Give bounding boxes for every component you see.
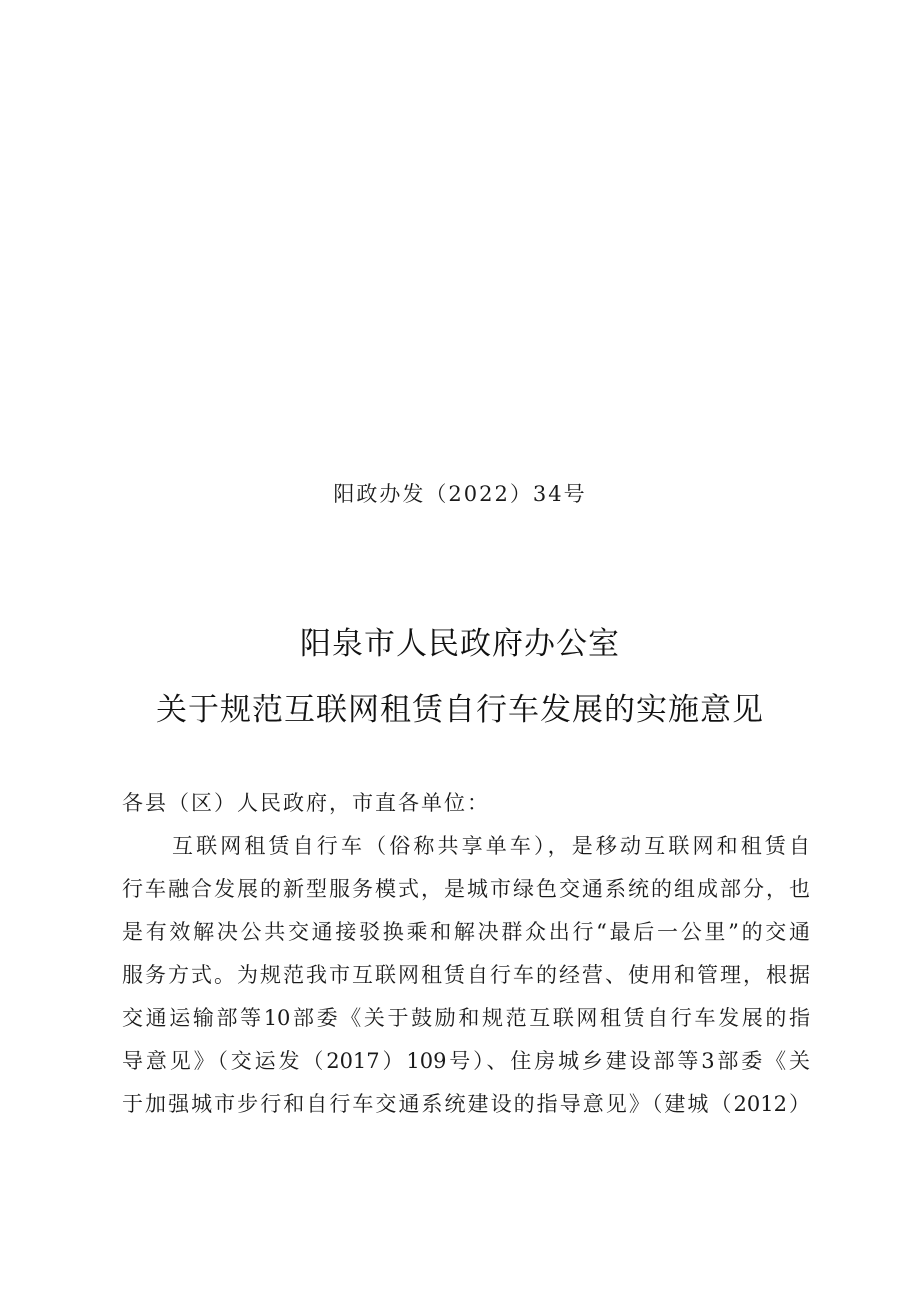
body-line: 交通运输部等10部委《关于鼓励和规范互联网租赁自行车发展的指	[122, 1006, 810, 1030]
body-line: 是有效解决公共交通接驳换乘和解决群众出行“最后一公里”的交通	[122, 920, 810, 944]
body-line: 行车融合发展的新型服务模式，是城市绿色交通系统的组成部分，也	[122, 877, 810, 901]
salutation: 各县（区）人民政府，市直各单位：	[122, 791, 490, 815]
body-line: 服务方式。为规范我市互联网租赁自行车的经营、使用和管理，根据	[122, 963, 810, 987]
document-number: 阳政办发（2022）34号	[333, 482, 587, 506]
body-line: 导意见》（交运发（2017）109号）、住房城乡建设部等3部委《关	[122, 1049, 810, 1073]
document-title-line-1: 阳泉市人民政府办公室	[300, 626, 620, 662]
document-title-line-2: 关于规范互联网租赁自行车发展的实施意见	[156, 692, 764, 728]
body-line: 互联网租赁自行车（俗称共享单车），是移动互联网和租赁自	[172, 834, 810, 858]
body-line: 于加强城市步行和自行车交通系统建设的指导意见》（建城（2012）	[122, 1092, 810, 1116]
